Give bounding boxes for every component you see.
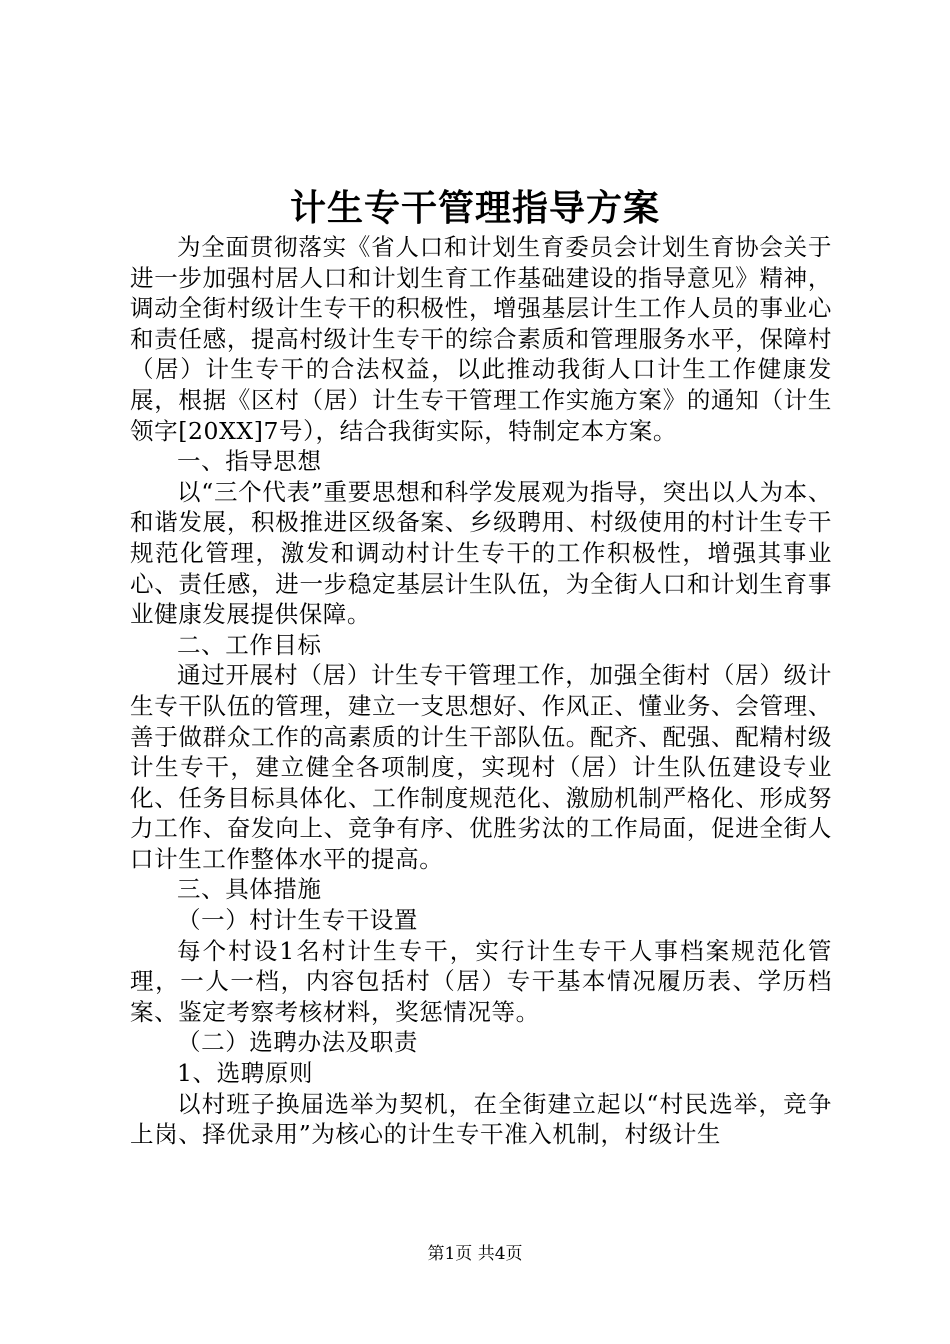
item-heading-selection-principle: 1、选聘原则 bbox=[177, 1059, 314, 1088]
section-heading-work-goals: 二、工作目标 bbox=[177, 630, 322, 659]
setup-paragraph: 每个村设1名村计生专干，实行计生专干人事档案规范化管理，一人一档，内容包括村（居）专干基本情况履历表、学历档案、鉴定考察考核材料，奖惩情况等。 bbox=[130, 936, 832, 1026]
document-title: 计生专干管理指导方案 bbox=[289, 187, 660, 229]
subsection-heading-setup: （一）村计生专干设置 bbox=[177, 906, 418, 935]
page-footer: 第1页 共4页 bbox=[427, 1244, 523, 1264]
work-goals-paragraph: 通过开展村（居）计生专干管理工作，加强全街村（居）级计生专干队伍的管理，建立一支思想好、作风正、懂业务、会管理、善于做群众工作的高素质的计生干部队伍。配齐、配强、配精村级计生专干，建立健全各项制度，实现村（居）计生队伍建设专业化、任务目标具体化、工作制度规范化、激励机制严格化、形成努力工作、奋发向上、竞争有序、优胜劣汰的工作局面，促进全街人口计生工作整体水平的提高。 bbox=[130, 661, 832, 873]
intro-paragraph: 为全面贯彻落实《省人口和计划生育委员会计划生育协会关于进一步加强村居人口和计划生育工作基础建设的指导意见》精神，调动全街村级计生专干的积极性，增强基层计生工作人员的事业心和责任感，提高村级计生专干的综合素质和管理服务水平，保障村（居）计生专干的合法权益，以此推动我街人口计生工作健康发展，根据《区村（居）计生专干管理工作实施方案》的通知（计生领字[20XX]7号），结合我街实际，特制定本方案。 bbox=[130, 233, 832, 445]
section-heading-specific-measures: 三、具体措施 bbox=[177, 875, 322, 904]
selection-principle-paragraph: 以村班子换届选举为契机，在全街建立起以“村民选举，竞争上岗、择优录用”为核心的计生专干准入机制，村级计生 bbox=[130, 1089, 832, 1149]
subsection-heading-selection: （二）选聘办法及职责 bbox=[177, 1028, 418, 1057]
section-heading-guiding-ideology: 一、指导思想 bbox=[177, 447, 322, 476]
document-body bbox=[130, 232, 832, 1150]
guiding-ideology-paragraph: 以“三个代表”重要思想和科学发展观为指导，突出以人为本、和谐发展，积极推进区级备案、乡级聘用、村级使用的村计生专干规范化管理，激发和调动村计生专干的工作积极性，增强其事业心、责任感，进一步稳定基层计生队伍，为全街人口和计划生育事业健康发展提供保障。 bbox=[130, 477, 832, 629]
